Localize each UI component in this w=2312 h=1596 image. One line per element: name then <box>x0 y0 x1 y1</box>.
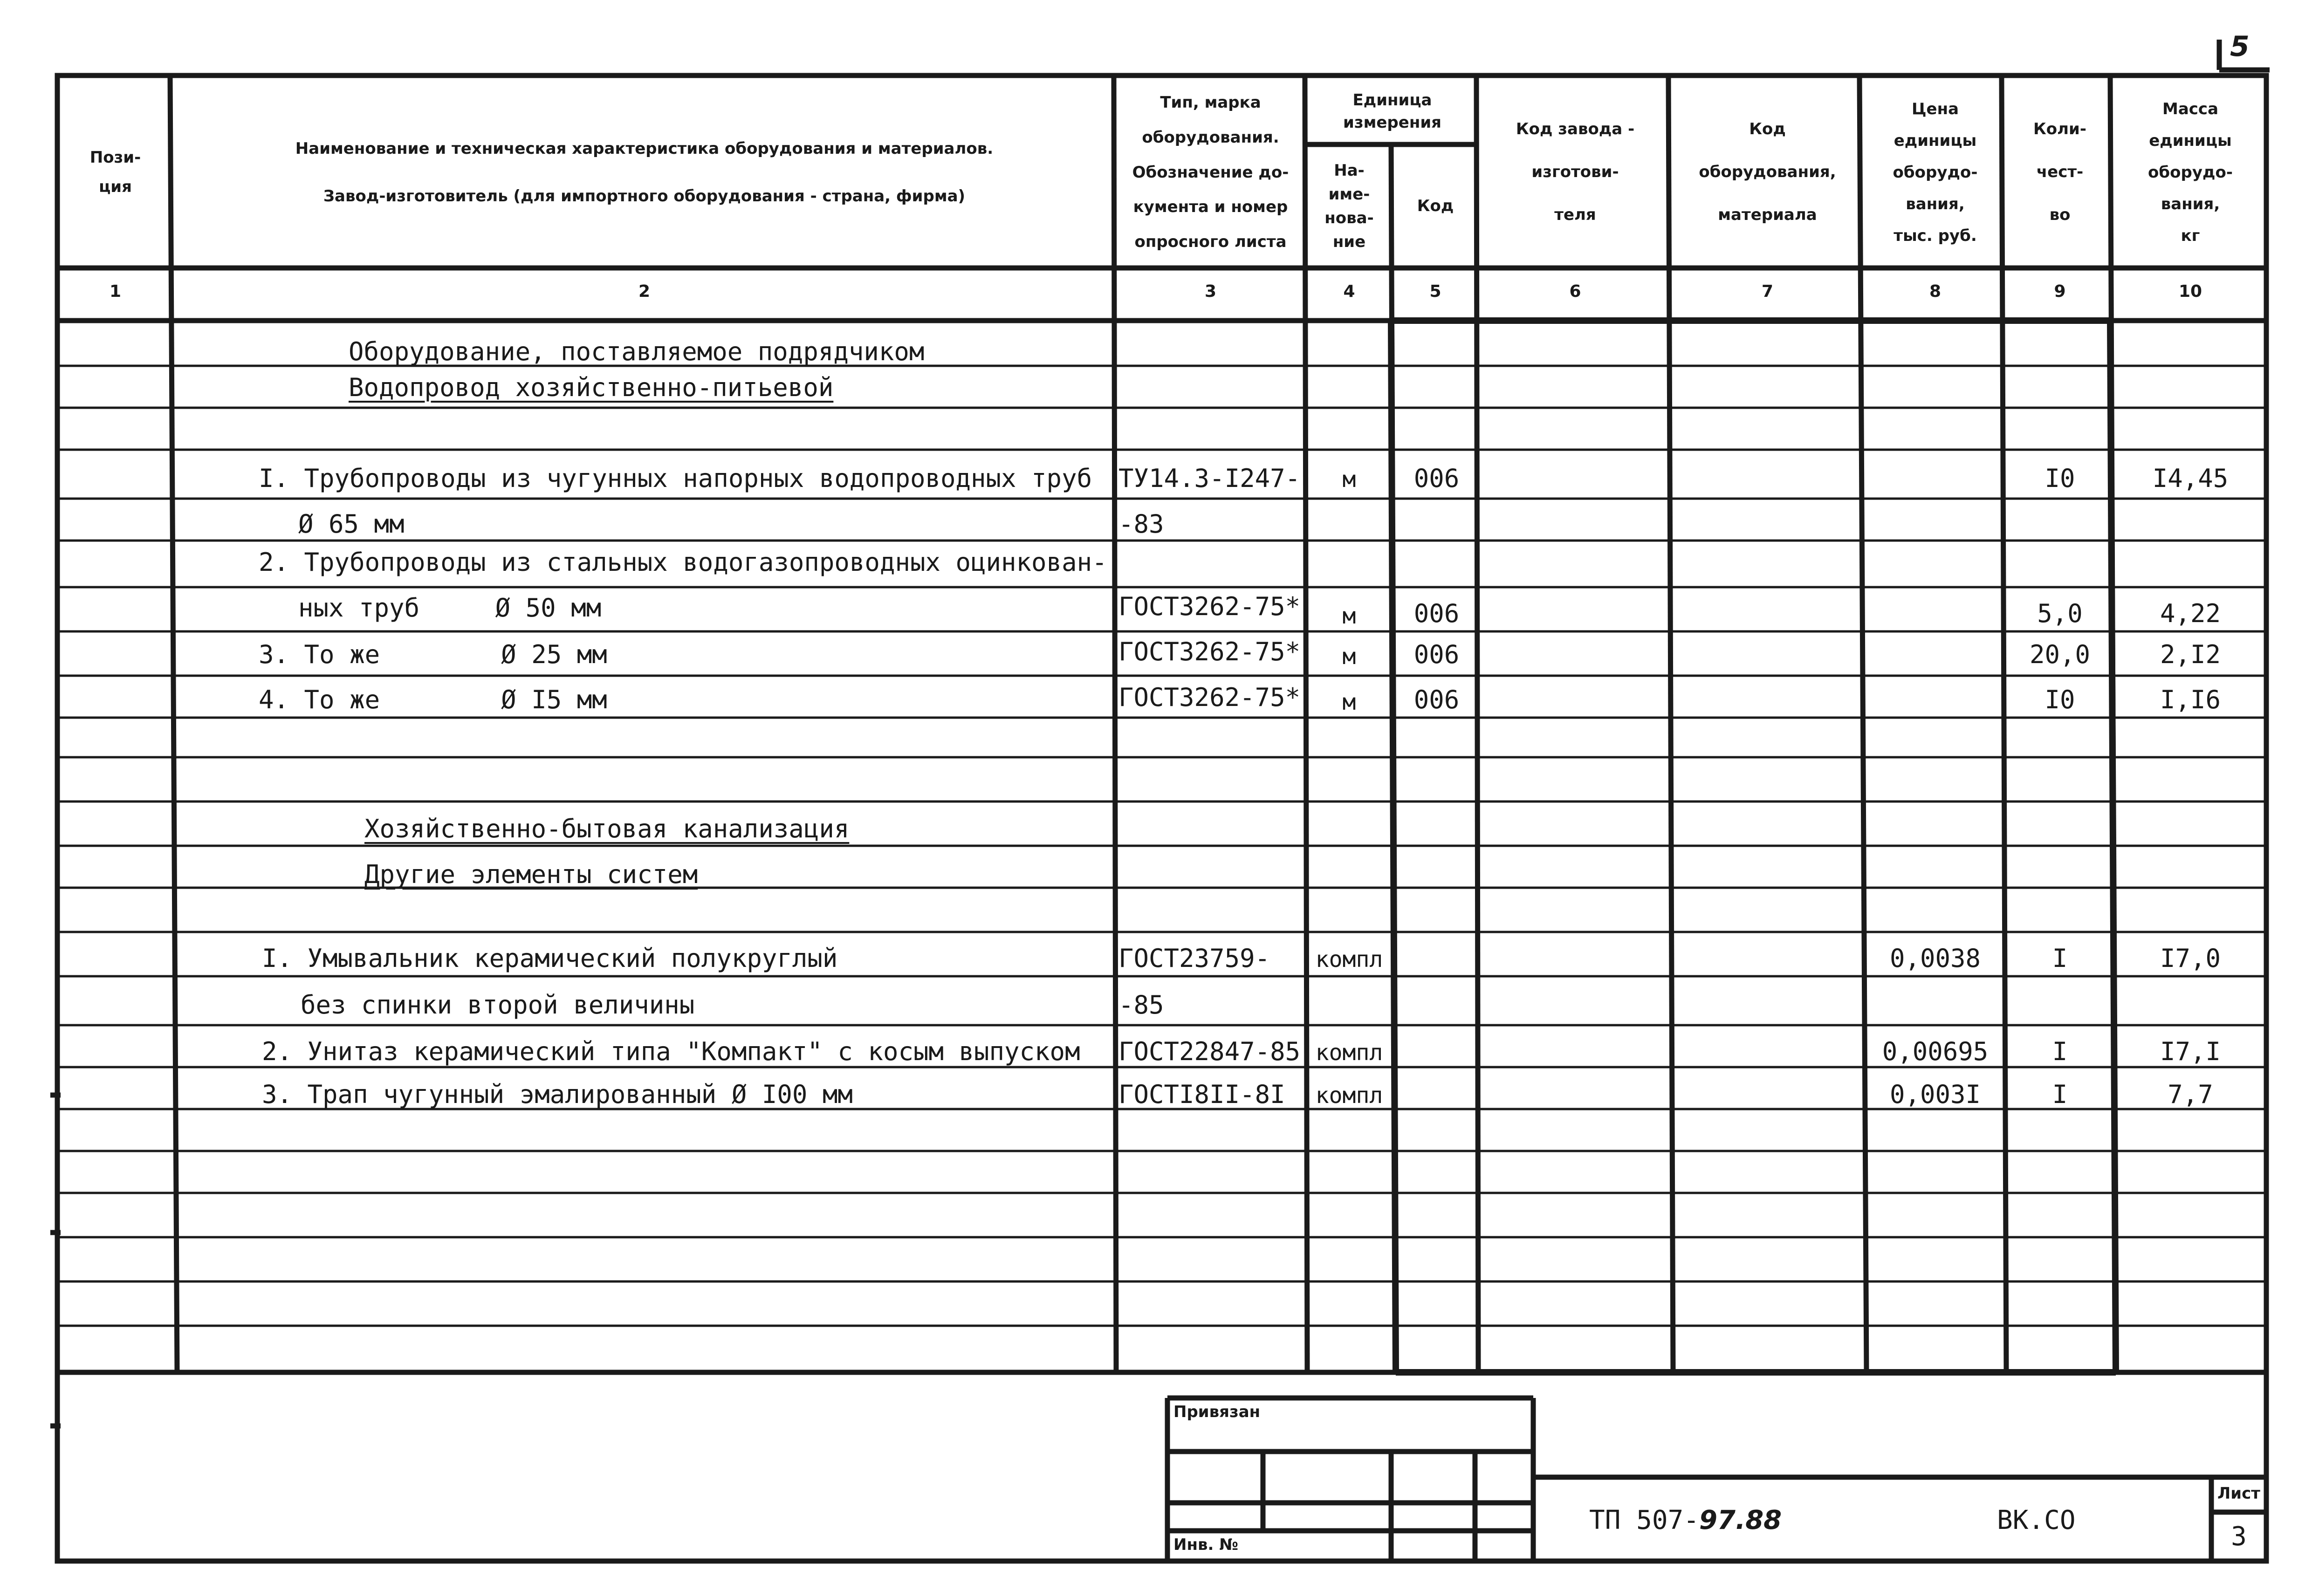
column-number: 4 <box>1343 281 1355 301</box>
item-code: 006 <box>1413 464 1460 493</box>
item-qty: I <box>2052 944 2068 973</box>
section-title: Хозяйственно-бытовая канализация <box>364 814 850 843</box>
item-qty: I0 <box>2044 685 2075 714</box>
header-col-position: Пози- ция <box>89 148 141 196</box>
item-mass: I,I6 <box>2160 685 2221 714</box>
header-col-unit-code: Код <box>1417 197 1454 216</box>
title-block-lines <box>1167 1398 2266 1561</box>
column-number: 5 <box>1429 281 1441 301</box>
item-mass: 4,22 <box>2160 599 2221 628</box>
item-mass: I7,I <box>2160 1037 2221 1066</box>
item-mass: 7,7 <box>2168 1080 2213 1109</box>
item-name: 4. То же Ø I5 мм <box>259 685 607 714</box>
item-type: ГОСТI8II-8I <box>1118 1080 1285 1109</box>
item-mass: I4,45 <box>2152 464 2229 493</box>
header-col-unit-name: На- име- нова- ние <box>1324 161 1374 251</box>
item-name: 3. Трап чугунный эмалированный Ø I00 мм <box>262 1080 853 1109</box>
item-type: ГОСТ3262-75* <box>1118 637 1301 666</box>
column-number: 2 <box>638 281 651 301</box>
item-unit: компл <box>1315 1082 1383 1109</box>
item-name: Ø 65 мм <box>298 509 405 539</box>
inventory-number-label: Инв. № <box>1173 1535 1239 1554</box>
item-type: -83 <box>1118 509 1164 539</box>
column-number: 9 <box>2054 281 2066 301</box>
item-unit: компл <box>1315 1040 1383 1066</box>
column-number: 3 <box>1204 281 1217 301</box>
item-type: ГОСТ23759- <box>1118 944 1270 973</box>
header-col-quantity: Коли- чест- во <box>2033 120 2086 224</box>
column-number: 1 <box>109 281 122 301</box>
sheet-label: Лист <box>2217 1484 2260 1503</box>
column-number: 6 <box>1569 281 1581 301</box>
tied-to-label: Привязан <box>1173 1403 1261 1421</box>
item-price: 0,003I <box>1889 1080 1981 1109</box>
item-unit: м <box>1342 644 1356 670</box>
item-qty: I <box>2052 1037 2068 1066</box>
item-unit: компл <box>1315 946 1383 973</box>
item-price: 0,00695 <box>1882 1037 1989 1066</box>
item-qty: 5,0 <box>2037 599 2083 628</box>
document-code: ВК.СО <box>1997 1505 2076 1535</box>
sheet-number: 3 <box>2231 1521 2247 1552</box>
column-number: 7 <box>1761 281 1774 301</box>
section-subtitle: Водопровод хозяйственно-питьевой <box>349 373 834 402</box>
item-qty: 20,0 <box>2029 640 2091 669</box>
item-code: 006 <box>1413 640 1460 669</box>
item-type: ГОСТ22847-85 <box>1118 1037 1301 1066</box>
item-type: -85 <box>1118 990 1164 1020</box>
header-col-price: Цена единицы оборудо- вания, тыс. руб. <box>1893 100 1978 245</box>
item-type: ГОСТ3262-75* <box>1118 683 1301 712</box>
item-name: I. Умывальник керамический полукруглый <box>262 944 838 973</box>
header-col-factory-code: Код завода - изготови- теля <box>1516 120 1635 224</box>
page-number: 5 <box>2230 30 2250 63</box>
item-mass: I7,0 <box>2160 944 2221 973</box>
item-mass: 2,I2 <box>2160 640 2221 669</box>
item-unit: м <box>1342 603 1356 629</box>
header-unit-group: Единица измерения <box>1343 91 1441 132</box>
header-col-equipment-code: Код оборудования, материала <box>1699 120 1836 224</box>
header-col-type: Тип, марка оборудования. Обозначение до- кумента и номер опросного листа <box>1132 93 1289 252</box>
item-unit: м <box>1342 466 1356 493</box>
item-name: I. Трубопроводы из чугунных напорных водопроводных труб <box>259 464 1092 493</box>
item-qty: I <box>2052 1080 2068 1109</box>
item-qty: I0 <box>2044 464 2075 493</box>
column-number: 10 <box>2178 281 2202 301</box>
item-type: ТУ14.3-I247- <box>1118 464 1301 493</box>
item-name: 2. Трубопроводы из стальных водогазопроводных оцинкован- <box>259 548 1107 577</box>
column-number: 8 <box>1929 281 1942 301</box>
item-code: 006 <box>1413 685 1460 714</box>
document-number: ТП 507-97.88 <box>1589 1505 1782 1535</box>
section-subtitle: Другие элементы систем <box>364 860 698 889</box>
header-col-mass: Масса единицы оборудо- вания, кг <box>2148 100 2233 245</box>
item-unit: м <box>1342 689 1356 715</box>
section-title: Оборудование, поставляемое подрядчиком <box>349 337 925 366</box>
item-name: без спинки второй величины <box>301 990 695 1020</box>
item-type: ГОСТ3262-75* <box>1118 592 1301 621</box>
item-price: 0,0038 <box>1889 944 1981 973</box>
item-name: 3. То же Ø 25 мм <box>259 640 607 669</box>
item-name: ных труб Ø 50 мм <box>298 593 602 623</box>
header-col-name: Наименование и техническая характеристика оборудования и материалов. Завод-изготовитель (для импортного оборудования - страна, фирма) <box>295 139 994 205</box>
item-code: 006 <box>1413 599 1460 628</box>
item-name: 2. Унитаз керамический типа "Компакт" с косым выпуском <box>262 1037 1080 1066</box>
